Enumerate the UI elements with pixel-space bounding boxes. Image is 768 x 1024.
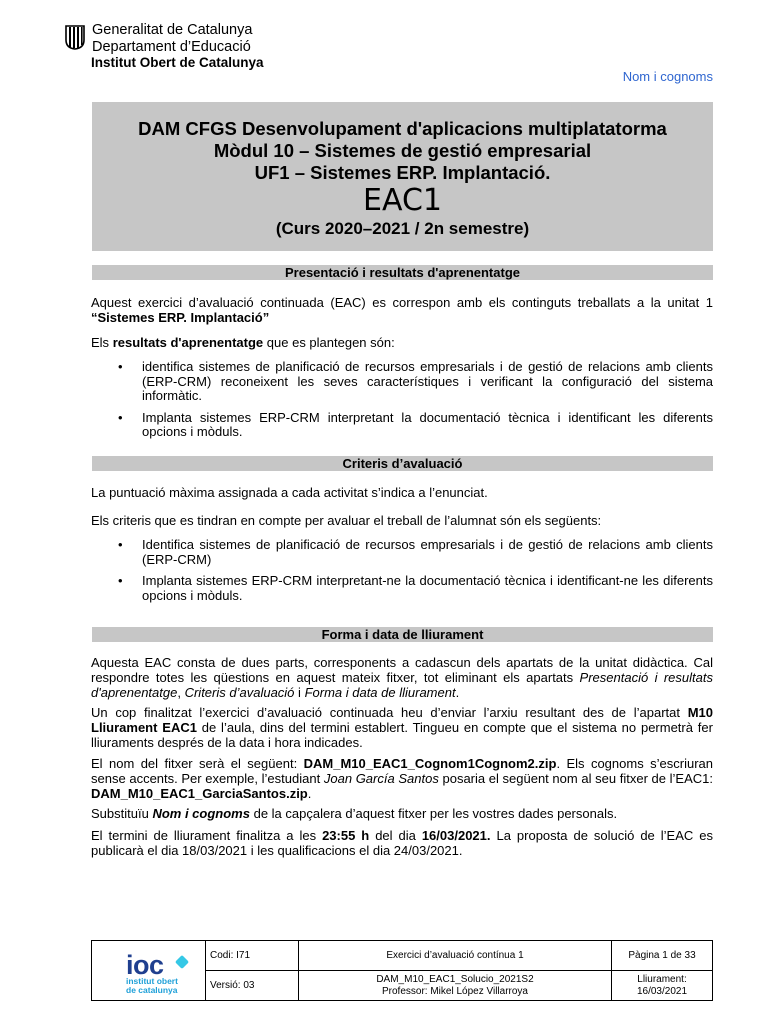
list-item — [91, 574, 713, 603]
criteria-list — [91, 538, 713, 610]
list-item — [91, 538, 713, 567]
student-name-field[interactable]: Nom i cognoms — [622, 69, 713, 84]
list-item — [91, 411, 713, 440]
intro-unit-title: “Sistemes ERP. Implantació” — [91, 310, 270, 325]
p2-post: de l’aula, dins del termini establert. Tingueu en compte que el sistema no permetrà fer lliuraments després de la data i hora indicades. — [91, 720, 713, 750]
bullet-text: identifica sistemes de planificació de recursos empresarials i de gestió de relacions amb clients (ERP-CRM) reconeixent les seves característiques i verificant la configuració del sistema informàtic. — [142, 359, 713, 403]
results-intro — [91, 335, 713, 350]
document-title-box — [92, 102, 713, 251]
section-heading-presentation: Presentació i resultats d'aprenentatge — [92, 265, 713, 280]
ioc-logo-sub-1: institut obert — [126, 976, 178, 986]
section-heading-delivery: Forma i data de lliurament — [92, 627, 713, 642]
ioc-logo-sub-2: de catalunya — [126, 984, 178, 995]
p3-pre: El nom del fitxer serà el següent: — [91, 756, 298, 771]
delivery-paragraph-3 — [91, 756, 713, 801]
footer-delivery-date: 16/03/2021 — [636, 985, 688, 997]
delivery-paragraph-1 — [91, 655, 713, 700]
footer-delivery — [612, 971, 712, 1000]
title-line-3: UF1 – Sistemes ERP. Implantació. — [254, 162, 551, 183]
p2-bold: M10 Lliurament EAC1 — [91, 705, 713, 735]
criteria-paragraph-1: La puntuació màxima assignada a cada activitat s’indica a l’enunciat. — [91, 485, 488, 500]
p3-example-filename: DAM_M10_EAC1_GarciaSantos.zip — [91, 786, 308, 801]
footer-file-info — [299, 971, 612, 1000]
ioc-logo-icon — [126, 950, 178, 995]
p3-mid: . Els cognoms s’escriuran sense accents. Per exemple, l’estudiant — [91, 756, 713, 786]
deadline-time: 23:55 h — [322, 828, 370, 843]
organization-name — [92, 22, 252, 56]
footer-logo-cell — [92, 941, 206, 1000]
title-line-2: Mòdul 10 – Sistemes de gestió empresarial — [213, 140, 592, 161]
bullet-icon: • — [118, 537, 123, 552]
footer-professor: Professor: Mikel López Villarroya — [382, 985, 528, 997]
p2-pre: Un cop finalitzat l’exercici d’avaluació continuada heu d’enviar l’arxiu resultant des de l’apartat — [91, 705, 680, 720]
bullet-text: Implanta sistemes ERP-CRM interpretant la documentació tècnica i identificant les diferents opcions i mòduls. — [142, 409, 713, 439]
criteria-paragraph-2: Els criteris que es tindran en compte per avaluar el treball de l’alumnat són els següents: — [91, 513, 602, 528]
bullet-icon: • — [118, 409, 123, 425]
eac-title: EAC1 — [363, 183, 442, 218]
footer-file-name: DAM_M10_EAC1_Solucio_2021S2 — [376, 973, 534, 985]
results-bold: resultats d'aprenentatge — [112, 335, 264, 350]
bullet-icon: • — [118, 359, 123, 374]
org-line-2: Departament d’Educació — [92, 39, 251, 55]
p4-post: de la capçalera d’aquest fitxer per les vostres dades personals. — [253, 806, 618, 821]
p1-italic-2: Criteris d’avaluació — [184, 685, 295, 700]
generalitat-logo-icon — [64, 24, 86, 50]
learning-results-list — [91, 360, 713, 447]
delivery-paragraph-2 — [91, 705, 713, 750]
p3-end: . — [307, 786, 312, 801]
footer-delivery-label: Lliurament: — [637, 973, 687, 985]
ioc-logo-word: ioc — [126, 950, 164, 980]
p5-mid: del dia — [375, 828, 416, 843]
footer-table — [91, 940, 713, 1001]
results-pre: Els — [91, 335, 110, 350]
org-line-1: Generalitat de Catalunya — [92, 22, 253, 38]
p5-pre: El termini de lliurament finalitza a les — [91, 828, 317, 843]
section-heading-criteria: Criteris d’avaluació — [92, 456, 713, 471]
footer-versio: Versió: 03 — [206, 971, 299, 1000]
bullet-text: Identifica sistemes de planificació de recursos empresarials i de gestió de relacions amb clients (ERP-CRM) — [142, 537, 713, 567]
title-line-1: DAM CFGS Desenvolupament d'aplicacions multiplatatorma — [138, 118, 667, 139]
institute-name: Institut Obert de Catalunya — [91, 55, 264, 70]
p5-post: La proposta de solució de l’EAC es publicarà el dia 18/03/2021 i les qualificacions el dia 24/03/2021. — [91, 828, 713, 858]
bullet-icon: • — [118, 573, 123, 588]
intro-paragraph — [91, 295, 713, 325]
p1-sep-1: , — [177, 685, 181, 700]
p1-italic-1: Presentació i resultats d'aprenentatge — [91, 670, 713, 700]
footer-page-number: Pàgina 1 de 33 — [612, 941, 712, 971]
list-item — [91, 360, 713, 404]
p4-bold-italic: Nom i cognoms — [152, 806, 250, 821]
footer-codi: Codi: I71 — [206, 941, 299, 971]
delivery-paragraph-4 — [91, 806, 713, 821]
p1-end: . — [455, 685, 460, 700]
footer-doc-title: Exercici d’avaluació contínua 1 — [299, 941, 612, 971]
course-period: (Curs 2020–2021 / 2n semestre) — [275, 219, 530, 238]
intro-text: Aquest exercici d’avaluació continuada (EAC) es correspon amb els continguts treballats a la unitat 1 — [91, 295, 713, 310]
p1-italic-3: Forma i data de lliurament — [304, 685, 456, 700]
p1-sep-2: i — [298, 685, 301, 700]
p1-text: Aquesta EAC consta de dues parts, corresponents a cadascun dels apartats de la unitat didàctica. Cal respondre totes les qüestions en aquest mateix fitxer, tot eliminant els apartats — [91, 655, 713, 685]
bullet-text: Implanta sistemes ERP-CRM interpretant-ne la documentació tècnica i identificant-ne les diferents opcions i mòduls. — [142, 573, 713, 603]
deadline-date: 16/03/2021. — [421, 828, 491, 843]
p3-example-name: Joan García Santos — [323, 771, 439, 786]
p3-filename: DAM_M10_EAC1_Cognom1Cognom2.zip — [303, 756, 557, 771]
p3-post: posaria el següent nom al seu fitxer de l’EAC1: — [442, 771, 713, 786]
delivery-paragraph-5 — [91, 828, 713, 858]
results-post: que es plantegen són: — [266, 335, 395, 350]
p4-pre: Substituïu — [91, 806, 149, 821]
